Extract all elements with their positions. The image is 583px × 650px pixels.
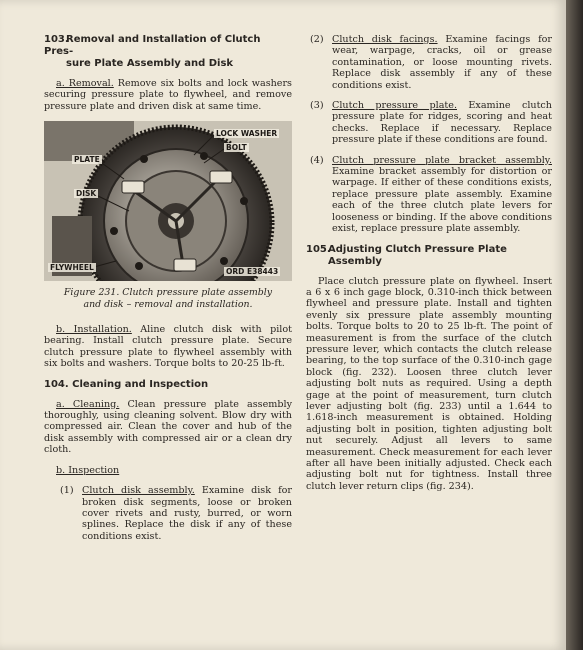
installation-label: b. Installation. bbox=[56, 324, 132, 336]
adjusting-paragraph: Place clutch pressure plate on flywheel. Insert a 6 x 6 inch gage block, 0.310-inch thick between flywheel and pressure plate. Install and tighten evenly six pressure plate assembly mounting bolts. Torque bolts to 20 to 25 lb-ft. The point of measurement is from the surface of the clutch pressure lever, which contacts the clutch release bearing, to the top surface of the 0.310-inch gage block (fig. 232). Loosen three clutch lever adjusting bolt nuts as required. Using a depth gage at the point of measurement, turn clutch lever adjusting bolt (fig. 233) until a 1.644 to 1.618-inch measurement is obtained. Holding adjusting bolt in position, tighten adjusting bolt nut securely. Adjust all levers to same measurement. Check measurement for each lever after all have been initially adjusted. Check each adjusting bolt nut for tightness. Install three clutch lever return clips (fig. 234). bbox=[306, 275, 552, 492]
section-105-title-line1: Adjusting Clutch Pressure Plate bbox=[328, 243, 507, 255]
label-plate: PLATE bbox=[74, 155, 100, 165]
label-disk: DISK bbox=[76, 189, 97, 199]
item-3-text: Examine clutch pressure plate for ridges, scoring and heat checks. Replace if necessary. Replace pressure plate if these conditions are found. bbox=[332, 100, 552, 146]
left-column bbox=[44, 34, 292, 551]
section-105-title bbox=[306, 244, 552, 268]
item-3-marker: (3) bbox=[310, 100, 324, 112]
item-4-text: Examine bracket assembly for distortion or warpage. If either of these conditions exists, replace pressure plate assembly. Examine each of the three clutch plate levers for looseness or binding. If the above conditions exist, replace pressure plate assembly. bbox=[332, 166, 552, 235]
removal-paragraph bbox=[44, 78, 292, 112]
item-1-label: Clutch disk assembly. bbox=[82, 485, 195, 497]
inspection-label: b. Inspection bbox=[56, 464, 120, 476]
cleaning-label: a. Cleaning. bbox=[56, 398, 120, 410]
section-105-title-line2: Assembly bbox=[328, 255, 382, 267]
installation-paragraph bbox=[44, 324, 292, 370]
removal-label: a. Removal. bbox=[56, 78, 114, 89]
label-bolt: BOLT bbox=[226, 143, 247, 153]
label-flywheel: FLYWHEEL bbox=[50, 263, 94, 273]
inspection-item-2 bbox=[306, 34, 552, 91]
right-column bbox=[306, 34, 552, 501]
section-103-title-line2: sure Plate Assembly and Disk bbox=[66, 58, 234, 69]
item-2-text: Examine facings for wear, warpage, cracks, oil or grease contamination, or loose mounting rivets. Replace disk assembly if any of these conditions exist. bbox=[332, 34, 553, 91]
clutch-assembly-illustration bbox=[44, 121, 292, 281]
item-1-text: Examine disk for broken disk segments, loose or broken cover rivets and rusty, burred, or worn splines. Replace the disk if any of these conditions exist. bbox=[82, 485, 292, 542]
section-103-title-line1: Removal and Installation of Clutch Pres- bbox=[44, 34, 261, 57]
removal-text: Remove six bolts and lock washers securing pressure plate to flywheel, and remove pressure plate and driven disk at same time. bbox=[44, 78, 292, 112]
item-4-label: Clutch pressure plate bracket assembly. bbox=[332, 154, 552, 166]
inspection-item-3 bbox=[306, 100, 552, 146]
item-1-marker: (1) bbox=[60, 485, 74, 497]
item-2-label: Clutch disk facings. bbox=[332, 34, 438, 45]
caption-line2: and disk – removal and installation. bbox=[83, 298, 253, 310]
inspection-item-4 bbox=[306, 155, 552, 235]
section-105-number: 105. bbox=[306, 243, 331, 255]
section-103-number: 103. bbox=[44, 34, 69, 45]
figure-231-photo bbox=[44, 121, 292, 281]
cleaning-text: Clean pressure plate assembly thoroughly, using cleaning solvent. Blow dry with compressed air. Clean the cover and hub of the disk assembly with compressed air or a clean dry cloth. bbox=[44, 398, 292, 456]
inspection-heading bbox=[44, 465, 292, 476]
item-2-marker: (2) bbox=[310, 34, 324, 45]
label-lock-washer: LOCK WASHER bbox=[216, 129, 278, 139]
figure-231-caption bbox=[44, 287, 292, 310]
section-103-title bbox=[44, 34, 292, 70]
item-4-marker: (4) bbox=[310, 154, 324, 166]
cleaning-paragraph bbox=[44, 399, 292, 456]
installation-text: Aline clutch disk with pilot bearing. Install clutch pressure plate. Secure clutch pressure plate to flywheel assembly with six bolts and washers. Torque bolts to 20-25 lb-ft. bbox=[44, 324, 292, 370]
label-ord-number: ORD E38443 bbox=[226, 267, 279, 277]
item-3-label: Clutch pressure plate. bbox=[332, 100, 457, 112]
book-binding-edge bbox=[566, 0, 583, 650]
caption-line1: Figure 231. Clutch pressure plate assembly bbox=[63, 287, 273, 299]
inspection-item-1 bbox=[44, 485, 292, 542]
section-104-title: 104. Cleaning and Inspection bbox=[44, 378, 209, 390]
